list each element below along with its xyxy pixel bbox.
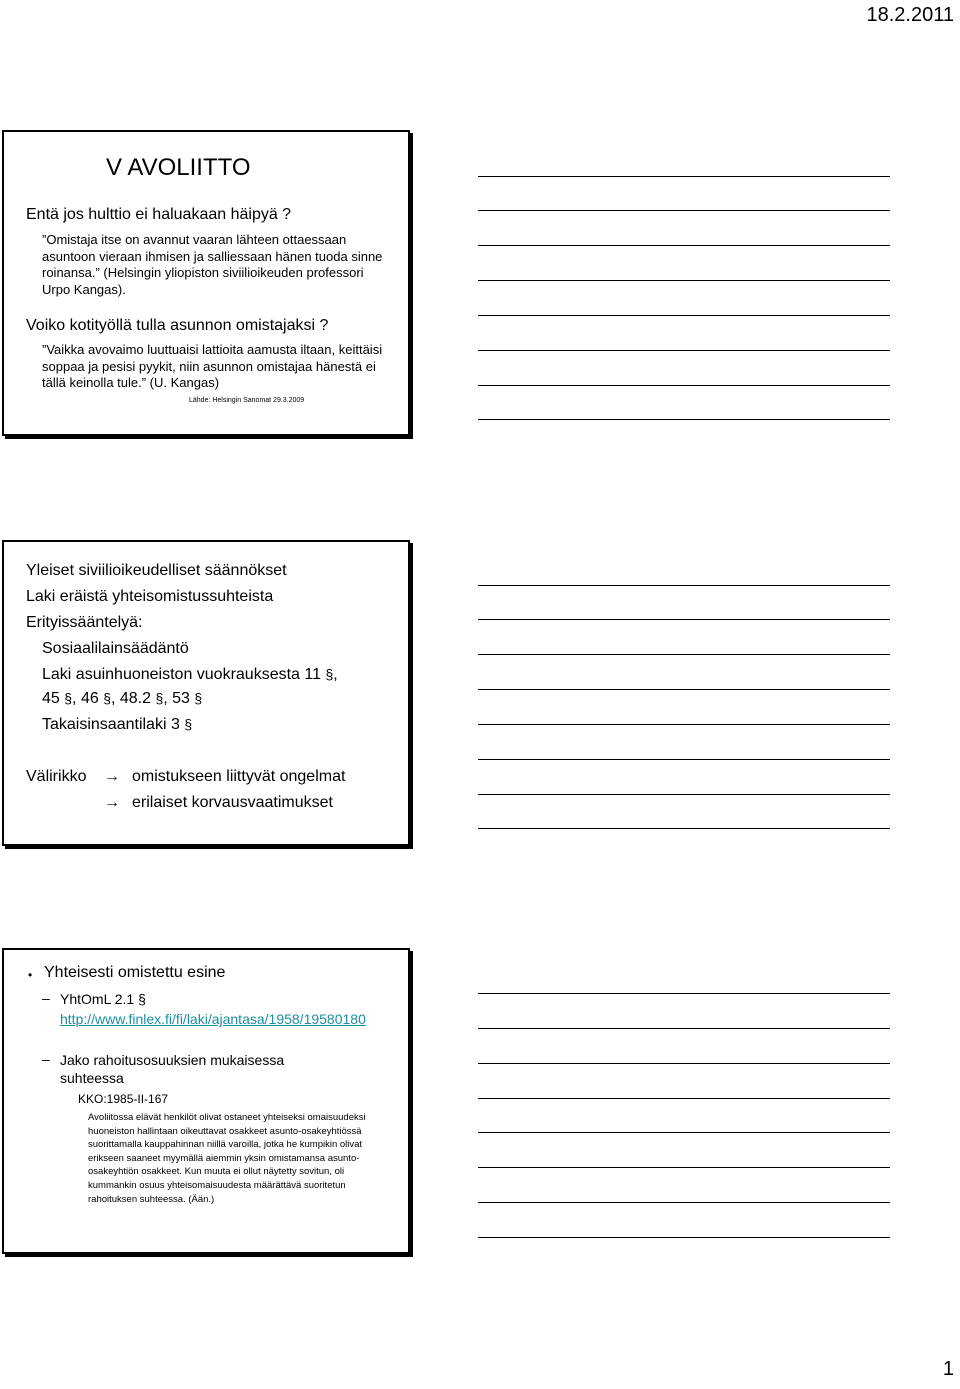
section-sign: § <box>325 666 334 682</box>
line-yhtoml <box>60 990 146 1008</box>
comma: , <box>333 666 338 683</box>
arrow-right-icon: → <box>104 768 120 785</box>
slide-title: V AVOLIITTO <box>106 154 251 181</box>
slide-legislation <box>2 540 410 846</box>
section-45: 45 <box>42 690 60 707</box>
source-note: Lähde: Helsingin Sanomat 29.3.2009 <box>189 397 305 404</box>
slide-avoliitto <box>2 130 410 436</box>
section-sign: § <box>103 690 111 706</box>
case-reference: KKO:1985-II-167 <box>78 1092 169 1106</box>
line-compensation-claims: erilaiset korvausvaatimukset <box>132 794 333 811</box>
section-sign: § <box>155 690 164 706</box>
label-breakup: Välirikko <box>26 768 87 785</box>
section-sign: § <box>184 716 193 732</box>
section-sign: § <box>138 991 146 1007</box>
arrow-right-icon: → <box>104 794 120 811</box>
recovery-act-text: Takaisinsaantilaki 3 <box>42 716 180 733</box>
line-general-rules: Yleiset siviilioikeudelliset säännökset <box>26 562 287 579</box>
dash-icon: – <box>42 1051 50 1067</box>
quote-1: ”Omistaja itse on avannut vaaran lähteen ottaessaan asuntoon vieraan ihmisen ja salliessaan hänen tuoda sinne roinansa.” (Helsingin yliopiston siviilioikeuden professori Urpo Kangas). <box>42 232 383 297</box>
question-2: Voiko kotityöllä tulla asunnon omistajaksi ? <box>26 317 329 334</box>
page-number: 1 <box>942 1358 954 1380</box>
line-co-ownership-act: Laki eräistä yhteisomistussuhteista <box>26 588 274 605</box>
quote-2: ”Vaikka avovaimo luuttuaisi lattioita aamusta iltaan, keittäisi soppaa ja pesisi pyykit, niin asunnon omistajaa hänestä ei tällä keinolla tule.” (U. Kangas) <box>42 342 383 390</box>
line-ownership-problems: omistukseen liittyvät ongelmat <box>132 768 346 785</box>
line-co-owned-item: Yhteisesti omistettu esine <box>44 964 226 981</box>
section-53: , 53 <box>163 690 190 707</box>
line-social-legislation: Sosiaalilainsäädäntö <box>42 640 189 657</box>
dash-icon: – <box>42 990 50 1006</box>
header-date: 18.2.2011 <box>866 4 954 26</box>
slide-co-owned-property <box>2 948 410 1254</box>
line-rental-sections <box>42 690 202 708</box>
bullet-icon: • <box>28 968 33 982</box>
line-recovery-act <box>42 716 192 734</box>
section-sign: § <box>194 690 203 706</box>
line-division-by-financing: Jako rahoitusosuuksien mukaisessa suhteessa <box>60 1052 285 1086</box>
rental-act-text: Laki asuinhuoneiston vuokrauksesta 11 <box>42 666 321 683</box>
finlex-link[interactable]: http://www.finlex.fi/fi/laki/ajantasa/1958/19580180 <box>60 1011 366 1027</box>
section-sign: § <box>64 690 73 706</box>
section-46: , 46 <box>72 690 99 707</box>
line-rental-act <box>42 666 338 684</box>
question-1: Entä jos hulttio ei haluakaan häipyä ? <box>26 206 292 223</box>
yhtoml-text: YhtOmL 2.1 <box>60 991 135 1007</box>
section-48-2: , 48.2 <box>110 690 152 707</box>
case-description: Avoliitossa elävät henkilöt olivat ostaneet yhteiseksi omaisuudeksi huoneiston hallintaan oikeuttavat osakkeet asunto-osakeyhtiössä suorittamalla kauppahinnan niillä varoilla, jotka he kumpikin olivat erikseen saaneet myymällä aiemmin yksin omistamansa asunto-osakeyhtiön osakkeet. Kun muuta ei ollut näytetty sovitun, oli kummankin osuus yhteisomaisuudesta määrättävä suoritetun rahoituksen suhteessa. (Ään.) <box>88 1112 366 1205</box>
line-special-regulation: Erityissääntelyä: <box>26 614 143 631</box>
